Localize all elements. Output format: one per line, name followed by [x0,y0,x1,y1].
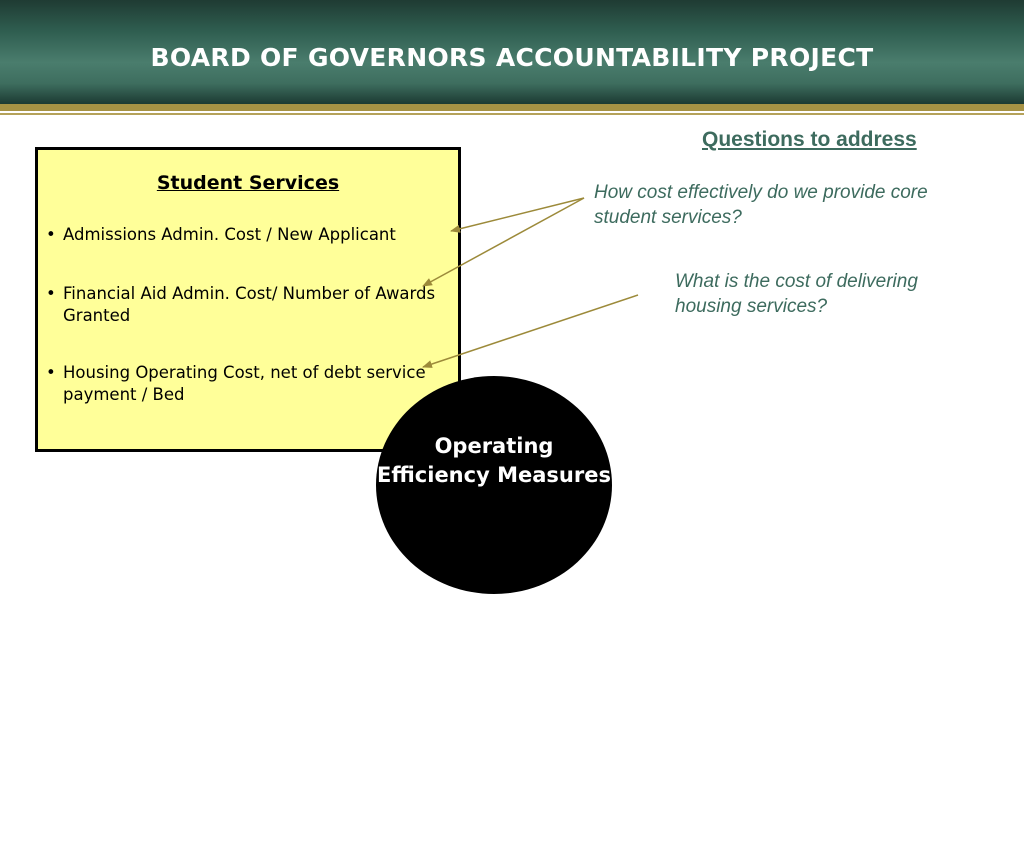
arrow-to-housing [423,295,638,367]
bullet-marker: • [46,225,56,244]
arrow-to-financial-aid [423,198,584,286]
question-housing-services: What is the cost of delivering housing services? [675,271,918,317]
question-core-services: How cost effectively do we provide core student services? [594,182,928,228]
bullet-marker: • [46,363,56,382]
questions-heading: Questions to address [702,128,917,151]
operating-efficiency-label: Operating Efficiency Measures [377,434,611,487]
page-title: BOARD OF GOVERNORS ACCOUNTABILITY PROJECT [150,43,874,72]
student-services-title: Student Services [156,172,340,194]
measure-label: Financial Aid Admin. Cost/ Number of Awards Granted [63,284,436,325]
arrow-to-admissions [451,198,584,231]
measure-label: Housing Operating Cost, net of debt service payment / Bed [63,363,426,404]
operating-efficiency-circle [376,376,612,594]
measure-label: Admissions Admin. Cost / New Applicant [63,225,396,244]
bullet-marker: • [46,284,56,303]
